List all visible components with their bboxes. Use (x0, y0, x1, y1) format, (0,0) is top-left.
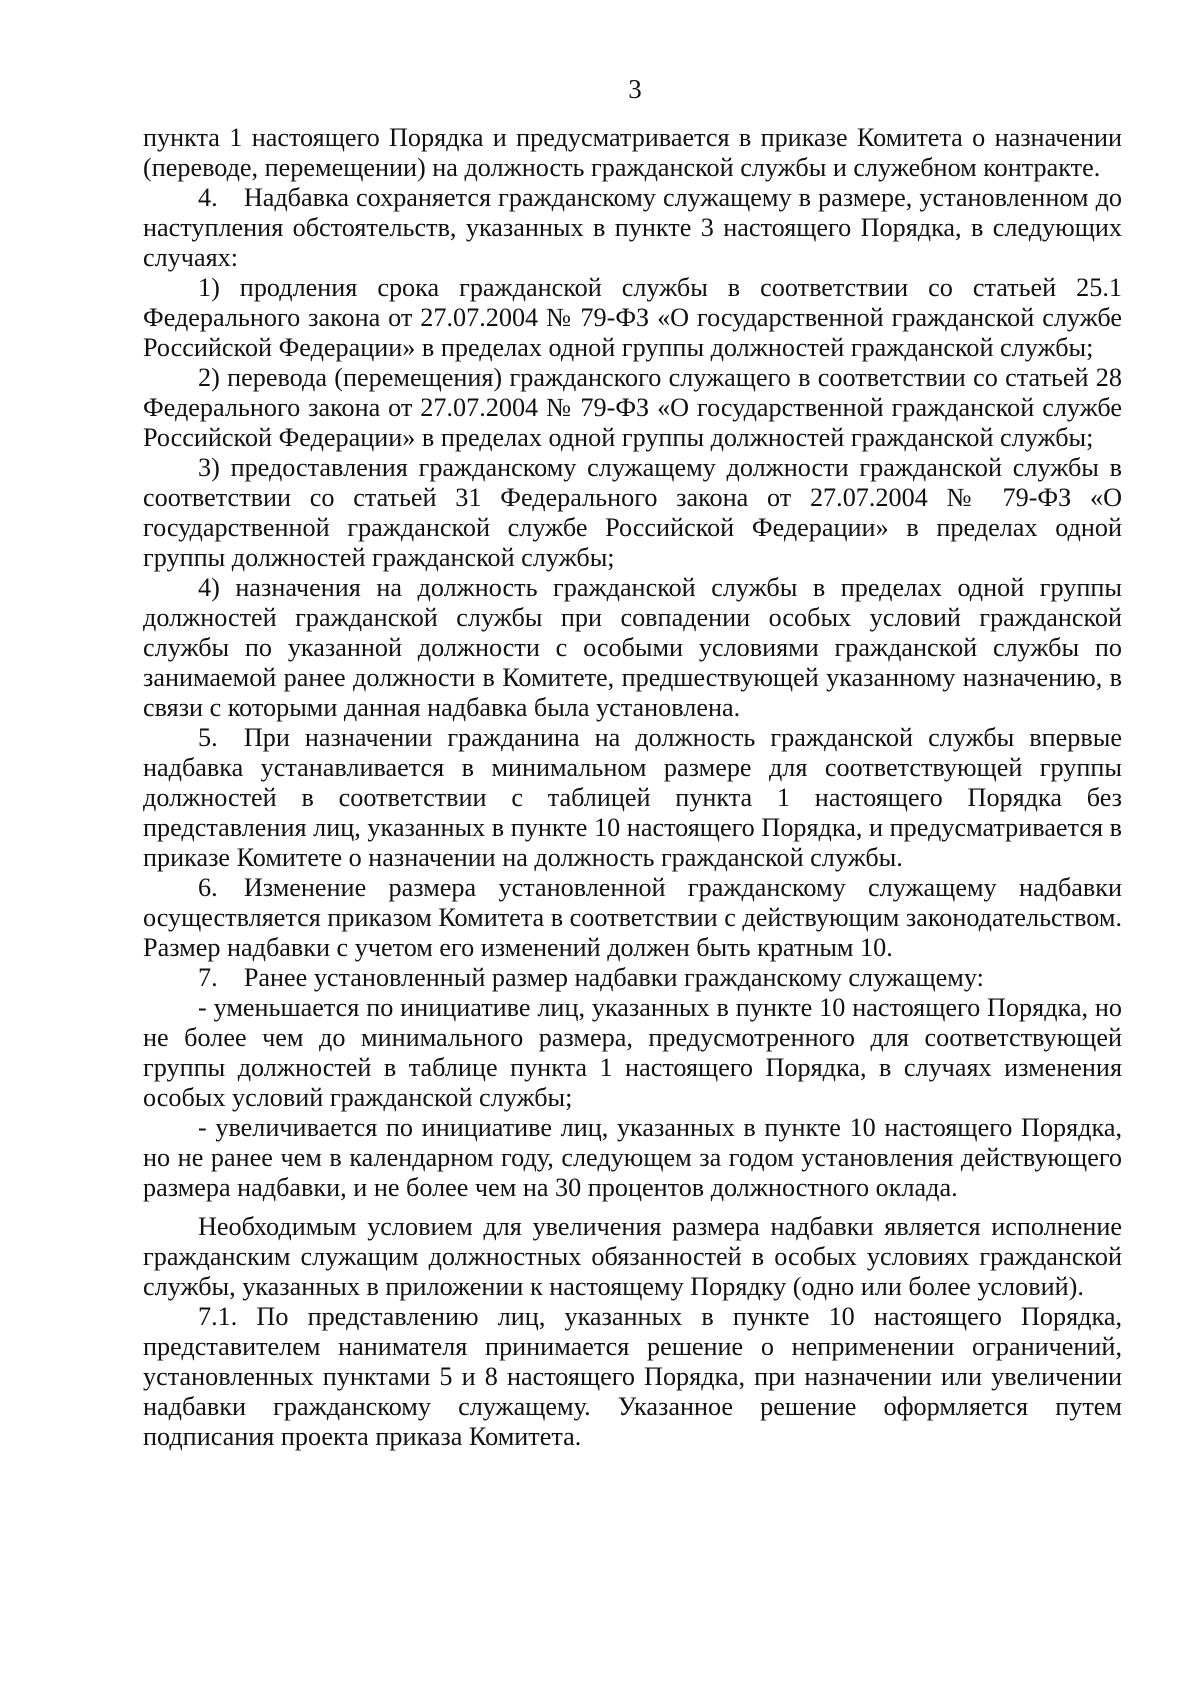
paragraph-item-5: 5. При назначении гражданина на должность гражданской службы впервые надбавка устанавливается в минимальном размере для соответствующей группы должностей в соответствии с таблицей пункта 1 настоящего Порядка без представления лиц, указанных в пункте 10 настоящего Порядка, и предусматривается в приказе Комитете о назначении на должность гражданской службы. (143, 723, 1122, 872)
page-number: 3 (628, 74, 642, 104)
paragraph-item-6: 6. Изменение размера установленной гражданскому служащему надбавки осуществляется приказом Комитета в соответствии с действующим законодательством. Размер надбавки с учетом его изменений должен быть кратным 10. (143, 873, 1122, 962)
paragraph-item-7-1: 7.1. По представлению лиц, указанных в пункте 10 настоящего Порядка, представителем нанимателя принимается решение о неприменении ограничений, установленных пунктами 5 и 8 настоящего Порядка, при назначении или увеличении надбавки гражданскому служащему. Указанное решение оформляется путем подписания проекта приказа Комитета. (143, 1302, 1122, 1451)
paragraph-item-4: 4. Надбавка сохраняется гражданскому служащему в размере, установленном до наступления обстоятельств, указанных в пункте 3 настоящего Порядка, в следующих случаях: (143, 183, 1122, 272)
document-body (143, 123, 1122, 1452)
paragraph-subitem-2: 2) перевода (перемещения) гражданского служащего в соответствии со статьей 28 Федерального закона от 27.07.2004 № 79-ФЗ «О государственной гражданской службе Российской Федерации» в пределах одной группы должностей гражданской службы; (143, 363, 1122, 452)
paragraph-subitem-3: 3) предоставления гражданскому служащему должности гражданской службы в соответствии со статьей 31 Федерального закона от 27.07.2004 № 79-ФЗ «О государственной гражданской службе Российской Федерации» в пределах одной группы должностей гражданской службы; (143, 453, 1122, 572)
paragraph-condition: Необходимым условием для увеличения размера надбавки является исполнение гражданским служащим должностных обязанностей в особых условиях гражданской службы, указанных в приложении к настоящему Порядку (одно или более условий). (143, 1212, 1122, 1301)
paragraph-item-7-decrease: - уменьшается по инициативе лиц, указанных в пункте 10 настоящего Порядка, но не более чем до минимального размера, предусмотренного для соответствующей группы должностей в таблице пункта 1 настоящего Порядка, в случаях изменения особых условий гражданской службы; (143, 993, 1122, 1112)
paragraph-continuation: пункта 1 настоящего Порядка и предусматривается в приказе Комитета о назначении (переводе, перемещении) на должность гражданской службы и служебном контракте. (143, 123, 1122, 182)
paragraph-subitem-1: 1) продления срока гражданской службы в соответствии со статьей 25.1 Федерального закона от 27.07.2004 № 79-ФЗ «О государственной гражданской службе Российской Федерации» в пределах одной группы должностей гражданской службы; (143, 273, 1122, 362)
paragraph-item-7-increase: - увеличивается по инициативе лиц, указанных в пункте 10 настоящего Порядка, но не ранее чем в календарном году, следующем за годом установления действующего размера надбавки, и не более чем на 30 процентов должностного оклада. (143, 1113, 1122, 1202)
paragraph-item-7: 7. Ранее установленный размер надбавки гражданскому служащему: (198, 963, 984, 992)
paragraph-subitem-4: 4) назначения на должность гражданской службы в пределах одной группы должностей гражданской службы при совпадении особых условий гражданской службы по указанной должности с особыми условиями гражданской службы по занимаемой ранее должности в Комитете, предшествующей указанному назначению, в связи с которыми данная надбавка была установлена. (143, 573, 1122, 722)
